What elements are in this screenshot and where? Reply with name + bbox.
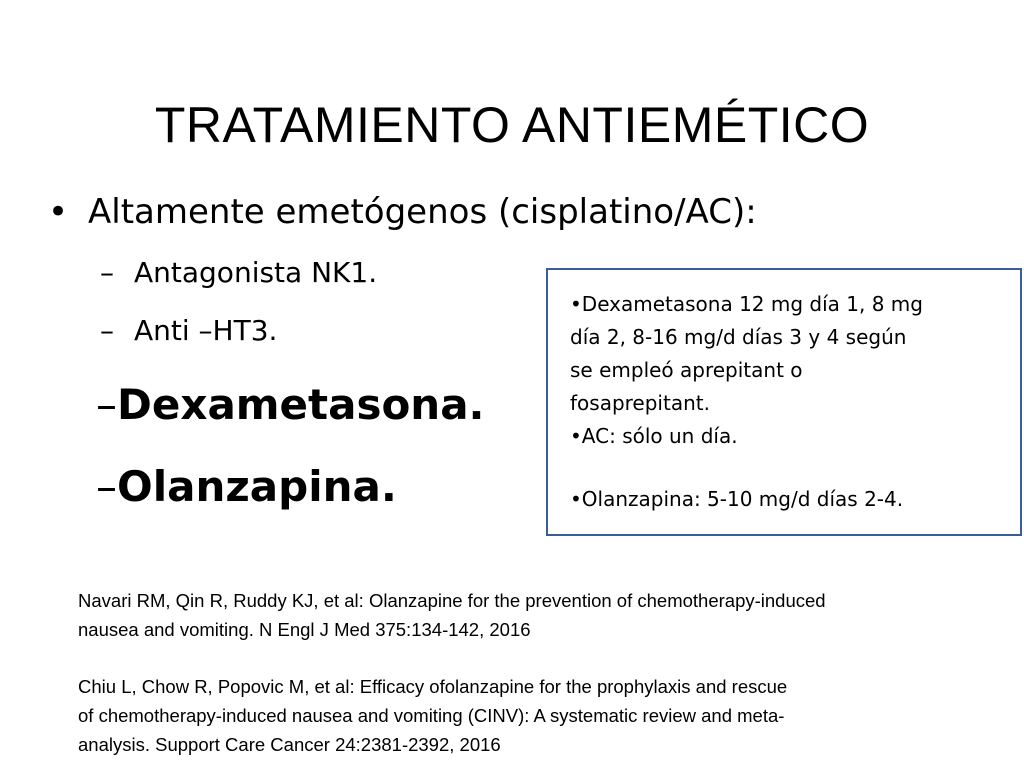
box-line: fosaprepitant. bbox=[570, 391, 710, 415]
reference-line: Navari RM, Qin R, Ruddy KJ, et al: Olanzapine for the prevention of chemotherapy-induced bbox=[78, 590, 826, 611]
item-text: Olanzapina. bbox=[117, 462, 397, 511]
sub-item-ht3 bbox=[100, 314, 277, 347]
slide-title: TRATAMIENTO ANTIEMÉTICO bbox=[154, 96, 870, 153]
reference-line: nausea and vomiting. N Engl J Med 375:134-142, 2016 bbox=[78, 619, 531, 640]
reference-navari bbox=[78, 586, 1018, 644]
box-line: •Olanzapina: 5-10 mg/d días 2-4. bbox=[570, 487, 904, 511]
reference-chiu bbox=[78, 672, 1018, 759]
dash-marker: – bbox=[100, 314, 114, 347]
item-dexametasona bbox=[96, 380, 485, 429]
dash-marker: – bbox=[96, 462, 117, 511]
dosage-note-box bbox=[546, 268, 1022, 536]
reference-line: analysis. Support Care Cancer 24:2381-2392, 2016 bbox=[78, 734, 501, 755]
box-spacer bbox=[570, 453, 1010, 483]
box-line: •AC: sólo un día. bbox=[570, 424, 738, 448]
dash-marker: – bbox=[100, 256, 114, 289]
bullet-marker: • bbox=[48, 192, 69, 232]
sub-item-nk1 bbox=[100, 256, 377, 289]
reference-line: Chiu L, Chow R, Popovic M, et al: Efficacy ofolanzapine for the prophylaxis and rescue bbox=[78, 676, 788, 697]
box-line: •Dexametasona 12 mg día 1, 8 mg bbox=[570, 292, 923, 316]
box-line: se empleó aprepitant o bbox=[570, 358, 803, 382]
main-bullet-text: Altamente emetógenos (cisplatino/AC): bbox=[88, 192, 757, 232]
box-line: día 2, 8-16 mg/d días 3 y 4 según bbox=[570, 325, 907, 349]
item-olanzapina bbox=[96, 462, 397, 511]
reference-line: of chemotherapy-induced nausea and vomiting (CINV): A systematic review and meta- bbox=[78, 705, 785, 726]
dash-marker: – bbox=[96, 380, 117, 429]
sub-item-text: Anti –HT3. bbox=[134, 314, 278, 347]
sub-item-text: Antagonista NK1. bbox=[134, 256, 378, 289]
item-text: Dexametasona. bbox=[117, 380, 485, 429]
main-bullet bbox=[48, 192, 757, 232]
